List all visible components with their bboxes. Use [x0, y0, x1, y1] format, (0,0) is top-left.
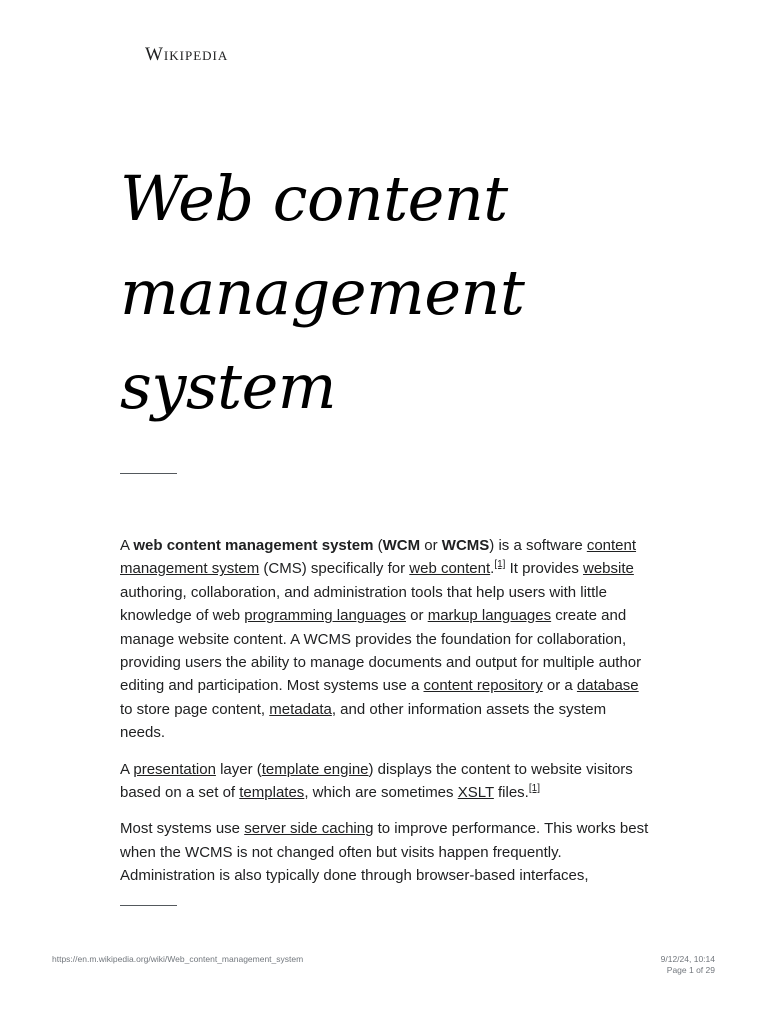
- text: files.: [493, 784, 529, 802]
- paragraph-intro: [120, 534, 650, 745]
- link-markup-languages[interactable]: markup languages: [427, 607, 552, 625]
- text: , and other information assets the system needs.: [120, 700, 607, 742]
- text: A: [120, 537, 134, 554]
- logo-text: Wikipedia: [145, 44, 229, 65]
- text: to store page content,: [120, 700, 270, 718]
- paragraph-caching: [120, 817, 650, 887]
- text: (CMS) specifically for: [259, 560, 410, 578]
- text: ) is a software: [489, 537, 587, 554]
- bold-term: WCM: [382, 537, 421, 554]
- text: Most systems use: [120, 820, 245, 838]
- text: (: [373, 537, 383, 554]
- page-title: Web content management system: [120, 162, 525, 423]
- link-presentation[interactable]: presentation: [133, 760, 216, 778]
- link-content-management-system[interactable]: content management system: [120, 537, 637, 578]
- text: to improve performance. This works best when the WCMS is not changed often but visits happen frequently. Administration is also typically done through browser-based interfaces,: [120, 820, 649, 885]
- text: It provides: [505, 560, 583, 578]
- bold-term: web content management system: [133, 537, 374, 554]
- text: layer (: [215, 760, 262, 778]
- link-database[interactable]: database: [576, 677, 639, 695]
- link-templates[interactable]: templates: [239, 784, 305, 802]
- link-xslt[interactable]: XSLT: [457, 784, 494, 802]
- print-footer-meta: [661, 954, 715, 976]
- link-server-side-caching[interactable]: server side caching: [244, 820, 374, 838]
- text: create and manage website content. A WCMS provides the foundation for collaboration, providing users the ability to manage documents and output for multiple author editing and participation. Most systems use a: [120, 607, 642, 695]
- text: , which are sometimes: [304, 784, 458, 802]
- wikipedia-logo[interactable]: [145, 44, 228, 66]
- citation-link[interactable]: [1]: [528, 783, 540, 795]
- text: ) displays the content to website visitors based on a set of: [120, 760, 633, 802]
- link-content-repository[interactable]: content repository: [423, 677, 543, 695]
- print-datetime: 9/12/24, 10:14: [660, 954, 715, 964]
- link-metadata[interactable]: metadata: [269, 700, 332, 718]
- citation-ref[interactable]: [494, 559, 505, 570]
- citation-ref[interactable]: [529, 783, 540, 794]
- bold-term: WCMS: [441, 537, 490, 554]
- link-website[interactable]: website: [583, 560, 634, 578]
- text: or: [420, 537, 442, 554]
- text: authoring, collaboration, and administration tools that help users with little knowledge of web: [120, 583, 607, 625]
- page-number: Page 1 of 29: [666, 965, 715, 975]
- title-divider: [120, 473, 177, 474]
- link-template-engine[interactable]: template engine: [261, 760, 369, 778]
- text: .: [490, 560, 495, 578]
- page-break-divider: [120, 905, 177, 906]
- link-programming-languages[interactable]: programming languages: [244, 607, 407, 625]
- text: A: [120, 760, 134, 778]
- paragraph-presentation: [120, 758, 650, 805]
- print-footer-url: https://en.m.wikipedia.org/wiki/Web_content_management_system: [52, 954, 304, 964]
- citation-link[interactable]: [1]: [494, 559, 506, 571]
- article-body: [120, 534, 650, 901]
- text: or a: [542, 677, 577, 695]
- text: or: [406, 607, 428, 625]
- link-web-content[interactable]: web content: [409, 560, 491, 578]
